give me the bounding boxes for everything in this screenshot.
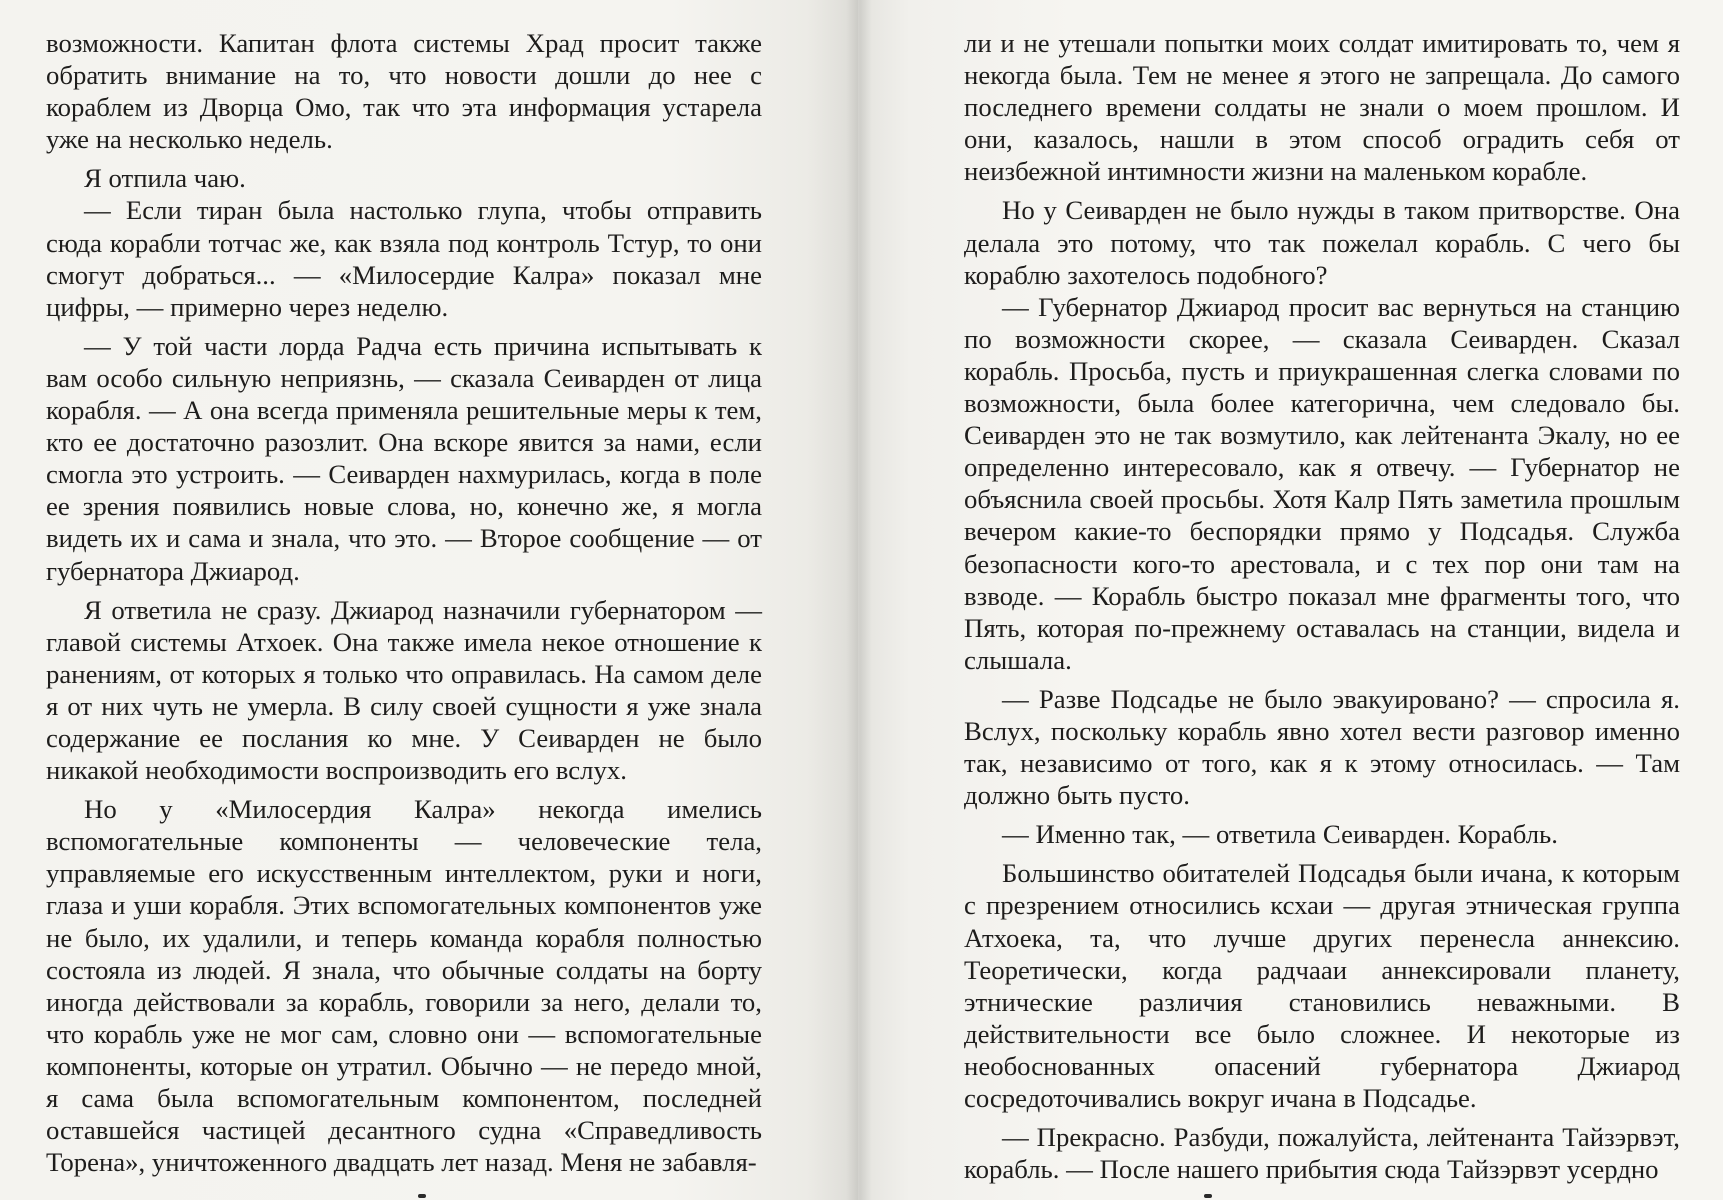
paragraph: ли и не утешали попытки моих солдат имитировать то, чем я некогда была. Тем не менее я этого не запрещала. До самого последнего времени солдаты не знали о моем прошлом. И они, казалось, нашли в этом способ оградить себя от неизбежной интимности жизни на маленьком корабле. xyxy=(964,28,1680,187)
left-page-text xyxy=(46,27,762,1178)
right-page-text xyxy=(964,27,1680,1185)
paragraph: Я ответила не сразу. Джиарод назначили губернатором — главой системы Атхоек. Она также имела некое отношение к ранениям, от которых я только что оправилась. На самом деле я от них чуть не умерла. В силу своей сущности я уже знала содержание ее послания ко мне. У Сеиварден не было никакой необходимости воспроизводить его вслух. xyxy=(46,594,762,786)
paragraph: — Разве Подсадье не было эвакуировано? — спросила я. Вслух, поскольку корабль явно хотел вести разговор именно так, независимо от того, как я к этому относилась. — Там должно быть пусто. xyxy=(964,683,1680,811)
paragraph: — Губернатор Джиарод просит вас вернуться на станцию по возможности скорее, — сказала Сеиварден. Сказал корабль. Просьба, пусть и приукрашенная слегка словами по возможности, была более категорична, чем следовало бы. Сеиварден это не так возмутило, как лейтенанта Экалу, но ее определенно интересовало, как я отвечу. — Губернатор не объяснила своей просьбы. Хотя Калр Пять заметила прошлым вечером какие-то беспорядки прямо у Подсадья. Служба безопасности кого-то арестовала, и с тех пор они там на взводе. — Корабль быстро показал мне фрагменты того, что Пять, которая по-прежнему оставалась на станции, видела и слышала. xyxy=(964,291,1680,675)
paragraph: — Именно так, — ответила Сеиварден. Корабль. xyxy=(1002,819,1558,850)
paragraph: Но у «Милосердия Калра» некогда имелись вспомогательные компоненты — человеческие тела, управляемые его искусственным интеллектом, руки и ноги, глаза и уши корабля. Этих вспомогательных компонентов уже не было, их удалили, и теперь команда корабля полностью состояла из людей. Я знала, что обычные солдаты на борту иногда действовали за корабль, говорили за него, делали то, что корабль уже не мог сам, словно они — вспомогательные компоненты, которые он утратил. Обычно — не передо мной, я сама была вспомогательным компонентом, последней оставшейся частицей десантного судна «Справедливость Торена», уничтоженного двадцать лет назад. Меня не забавля- xyxy=(46,794,762,1178)
paragraph: — Если тиран была настолько глупа, чтобы отправить сюда корабли тотчас же, как взяла под контроль Тстур, то они смогут добраться... — «Милосердие Калра» показал мне цифры, — примерно через неделю. xyxy=(46,195,762,322)
page-folio-mark xyxy=(1204,1194,1212,1198)
left-page xyxy=(0,0,858,1200)
paragraph: Но у Сеиварден не было нужды в таком притворстве. Она делала это потому, что так пожелал корабль. С чего бы кораблю захотелось подобного? xyxy=(964,195,1680,290)
page-folio-mark xyxy=(418,1194,426,1198)
paragraph: возможности. Капитан флота системы Храд просит также обратить внимание на то, что новости дошли до нее с кораблем из Дворца Омо, так что эта информация устарела уже на несколько недель. xyxy=(46,28,762,155)
right-page xyxy=(858,0,1723,1200)
paragraph: — Прекрасно. Разбуди, пожалуйста, лейтенанта Тайзэрвэт, корабль. — После нашего прибытия сюда Тайзэрвэт усердно xyxy=(964,1122,1680,1185)
paragraph: Я отпила чаю. xyxy=(84,163,246,194)
paragraph: Большинство обитателей Подсадья были ичана, к которым с презрением относились ксхаи — другая этническая группа Атхоека, та, что лучше других перенесла аннексию. Теоретически, когда радчааи аннексировали планету, этнические различия становились неважными. В действительности все было сложнее. И некоторые из необоснованных опасений губернатора Джиарод сосредоточивались вокруг ичана в Подсадье. xyxy=(964,858,1680,1113)
paragraph: — У той части лорда Радча есть причина испытывать к вам особо сильную неприязнь, — сказала Сеиварден от лица корабля. — А она всегда применяла решительные меры к тем, кто ее достаточно разозлит. Она вскоре явится за нами, если смогла это устроить. — Сеиварден нахмурилась, когда в поле ее зрения появились новые слова, но, конечно же, я могла видеть их и сама и знала, что это. — Второе сообщение — от губернатора Джиарод. xyxy=(46,330,762,586)
